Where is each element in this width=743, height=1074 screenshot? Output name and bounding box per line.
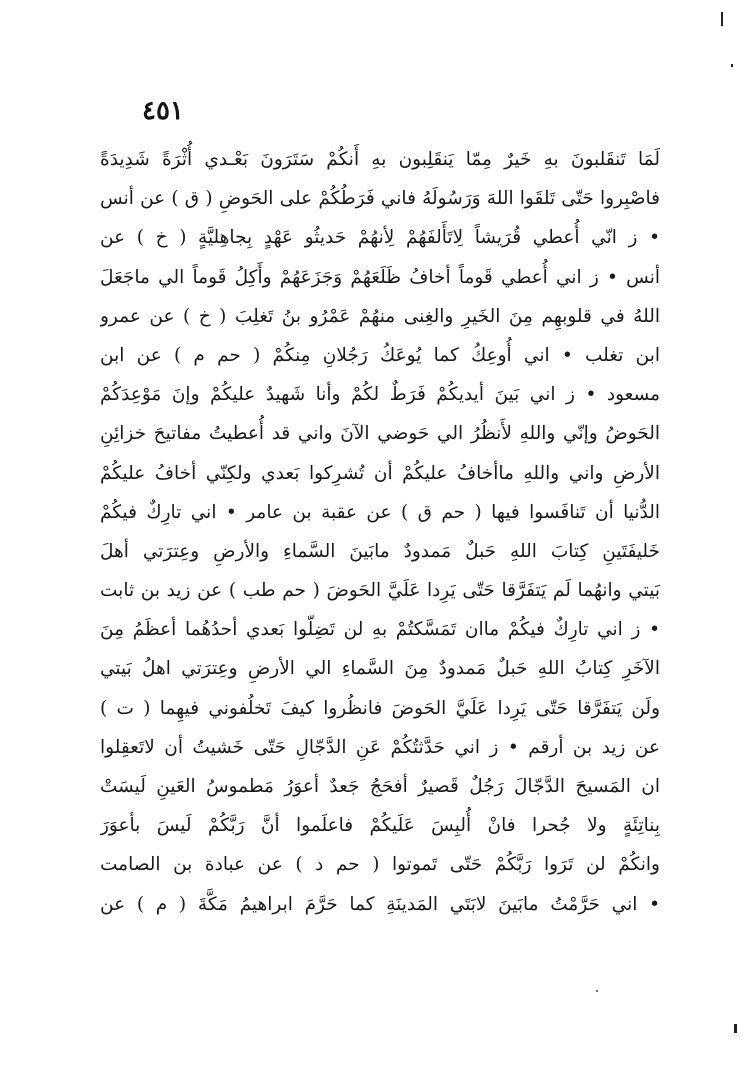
text-line: • ز اني تارِكٌ فيكُمْ ماان تَمَسَّكتُمْ بهِ لن تَضِلّوا بَعدي أحدُهُما أعظَمُ مِنَ xyxy=(100,619,660,641)
page-number: ٤٥١ xyxy=(142,96,184,126)
edge-mark xyxy=(731,64,733,67)
text-line: بَيتي وانهُما لَم يَتفَرَّقا حَتّى يَرِدا عَلَيَّ الحَوضَ ( حم طب ) عن زيد بن ثابت xyxy=(100,580,660,602)
text-line: خَليفَتَينِ كِتابَ اللهِ حَبلٌ مَمدودٌ مابَينَ السَّماءِ والأرضِ وعِترَتي أهلَ xyxy=(100,540,660,562)
text-line: الآخَرِ كِتابُ اللهِ حَبلٌ مَمدودٌ مِنَ السَّماءِ الي الأرضِ وعِترَتي اهلُ بَيتي xyxy=(100,658,660,680)
text-line: أنس • ز اني أُعطي قَوماً أخافُ ظَلَعَهُمْ وَجَزَعَهُمْ وأَكِلُ قَوماً الي ماجَعَلَ xyxy=(100,266,660,288)
text-line: • ز انّي أُعطي قُرَيشاً لِاتَأَلفَهُمْ لِأنهُمْ حَديثُو عَهْدٍ بِجاهِليَّةٍ ( خ ) عن xyxy=(100,227,660,249)
ink-speck xyxy=(596,990,598,992)
hadith-text-block xyxy=(100,140,660,924)
text-line: ان المَسيحَ الدَّجّالَ رَجُلٌ قَصيرٌ أفحَجُ جَعدٌ أعوَرُ مَطموسُ العَينِ لَيسَتْ xyxy=(100,776,660,797)
text-line: بِناتِئَةٍ ولا جُحرا فانْ أُلبِسَ عَلَيكُمْ فاعلَموا أنَّ رَبَّكُمْ لَيسَ بأعوَرَ xyxy=(100,815,660,837)
text-line: • اني حَرَّمْتُ مابَينَ لابَتَي المَدينَةِ كما حَرَّمَ ابراهيمُ مَكَّةَ ( م ) عن xyxy=(100,893,660,915)
text-line: عن زيد بن أرقم • ز اني حَدَّثتُكُمْ عَنِ الدَّجّالِ حَتّى خَشيتُ أن لاتَعقِلوا xyxy=(100,736,660,758)
text-line: فاصْبِروا حَتّى تَلقَوا اللهَ وَرَسُولَهُ فاني فَرَطُكُمْ على الحَوضِ ( ق ) عن أنس xyxy=(100,188,660,210)
text-line: مسعود • ز اني بَينَ أيديكُمْ فَرَطٌ لكُمْ وأنا شَهيدٌ عليكُمْ وإنَ مَوْعِدَكُمْ xyxy=(100,384,660,406)
text-line: الحَوضُ وإنّي واللهِ لأَنظُرُ الي حَوضي الآنَ واني قد أُعطيتُ مفاتيحَ خزائِنِ xyxy=(100,423,660,445)
text-line: الدُّنيا أن تَنافَسوا فيها ( حم ق ) عن عقبة بن عامر • اني تارِكٌ فيكُمْ xyxy=(100,501,660,523)
edge-mark xyxy=(734,1024,737,1033)
text-line: الأرضِ واني واللهِ ماأخافُ عليكُمْ أن تُشرِكوا بَعدي ولكِنّي أخافُ عليكُمْ xyxy=(100,462,660,484)
edge-mark xyxy=(721,12,723,26)
text-line: ابن تغلب • اني أُوعِكُ كما يُوعَكُ رَجُلانِ مِنكُمْ ( حم م ) عن ابن xyxy=(100,344,660,366)
text-line: لَمَا تَنقَلبونَ بهِ خَيرٌ مِمّا يَنقَلِبون بهِ أَنكُمْ سَتَرَونَ بَعْـدي أُثْرَةً شَدِيدَةً xyxy=(100,149,660,170)
text-line: ولَن يَتفَرَّقا حَتّى يَرِدا عَلَيَّ الحَوضَ فانظُروا كيفَ تَخلُفوني فيهِما ( ت ) xyxy=(100,697,660,719)
text-line: اللهُ في قلوبهِم مِنَ الخَيرِ والغِنى منهُمْ عَمْرُو بنُ تَغلِبَ ( خ ) عن عمرو xyxy=(100,305,660,327)
text-line: وانكُمْ لن تَرَوا رَبَّكُمْ حَتّى تَموتوا ( حم د ) عن عبادة بن الصامت xyxy=(100,854,660,876)
